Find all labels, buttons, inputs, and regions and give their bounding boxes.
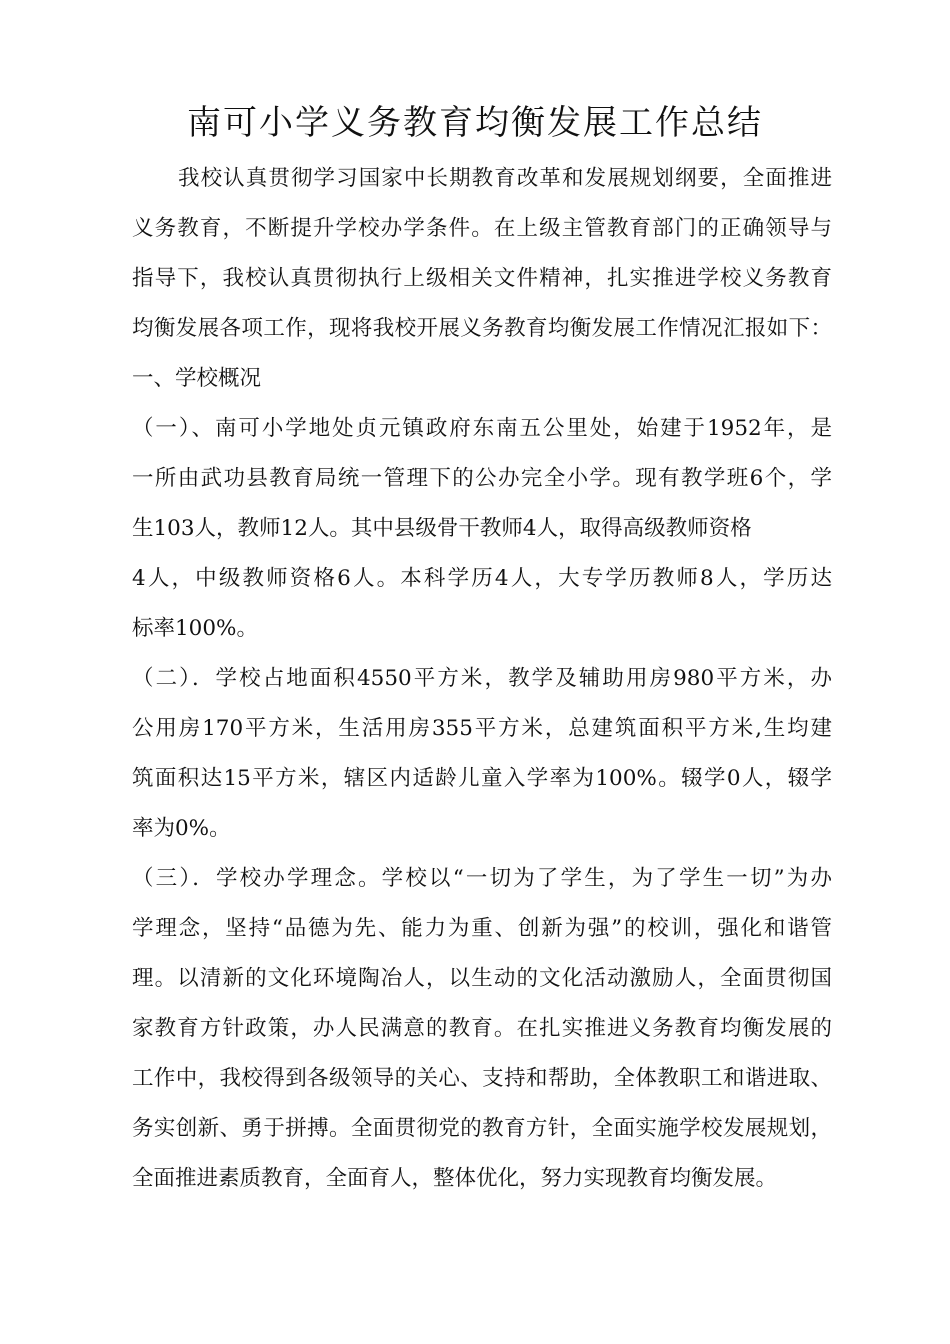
paragraph-line: 全面推进素质教育，全面育人，整体优化，努力实现教育均衡发展。 [132, 1166, 778, 1191]
paragraph-line: 指导下，我校认真贯彻执行上级相关文件精神，扎实推进学校义务教育 [132, 266, 832, 291]
paragraph-line: （二）．学校占地面积4550平方米，教学及辅助用房980平方米，办 [132, 666, 832, 691]
paragraph-line: 标率100%。 [132, 616, 258, 641]
paragraph-line: 学理念，坚持“品德为先、能力为重、创新为强”的校训，强化和谐管 [132, 916, 832, 941]
paragraph-line: 生103人，教师12人。其中县级骨干教师4人，取得高级教师资格 [132, 516, 752, 541]
paragraph-line: 均衡发展各项工作，现将我校开展义务教育均衡发展工作情况汇报如下： [132, 316, 832, 341]
paragraph-line: 理。以清新的文化环境陶冶人，以生动的文化活动激励人，全面贯彻国 [132, 966, 832, 991]
paragraph-line: 公用房170平方米，生活用房355平方米，总建筑面积平方米,生均建 [132, 716, 832, 741]
paragraph-line: 一所由武功县教育局统一管理下的公办完全小学。现有教学班6个，学 [132, 466, 832, 491]
paragraph-line: 家教育方针政策，办人民满意的教育。在扎实推进义务教育均衡发展的 [132, 1016, 832, 1041]
document-title: 南可小学义务教育均衡发展工作总结 [187, 103, 763, 143]
paragraph-line: （一）、南可小学地处贞元镇政府东南五公里处，始建于1952年，是 [132, 416, 832, 441]
section-heading: 一、学校概况 [132, 366, 262, 391]
paragraph-line: 务实创新、勇于拼搏。全面贯彻党的教育方针，全面实施学校发展规划， [132, 1116, 832, 1141]
paragraph-line: 我校认真贯彻学习国家中长期教育改革和发展规划纲要，全面推进 [178, 166, 832, 191]
paragraph-line: 4人，中级教师资格6人。本科学历4人，大专学历教师8人，学历达 [132, 566, 832, 591]
paragraph-line: 筑面积达15平方米，辖区内适龄儿童入学率为100%。辍学0人，辍学 [132, 766, 832, 791]
paragraph-line: 率为0%。 [132, 816, 231, 841]
paragraph-line: 义务教育，不断提升学校办学条件。在上级主管教育部门的正确领导与 [132, 216, 832, 241]
paragraph-line: 工作中，我校得到各级领导的关心、支持和帮助，全体教职工和谐进取、 [132, 1066, 832, 1091]
paragraph-line: （三）．学校办学理念。学校以“一切为了学生，为了学生一切”为办 [132, 866, 832, 891]
